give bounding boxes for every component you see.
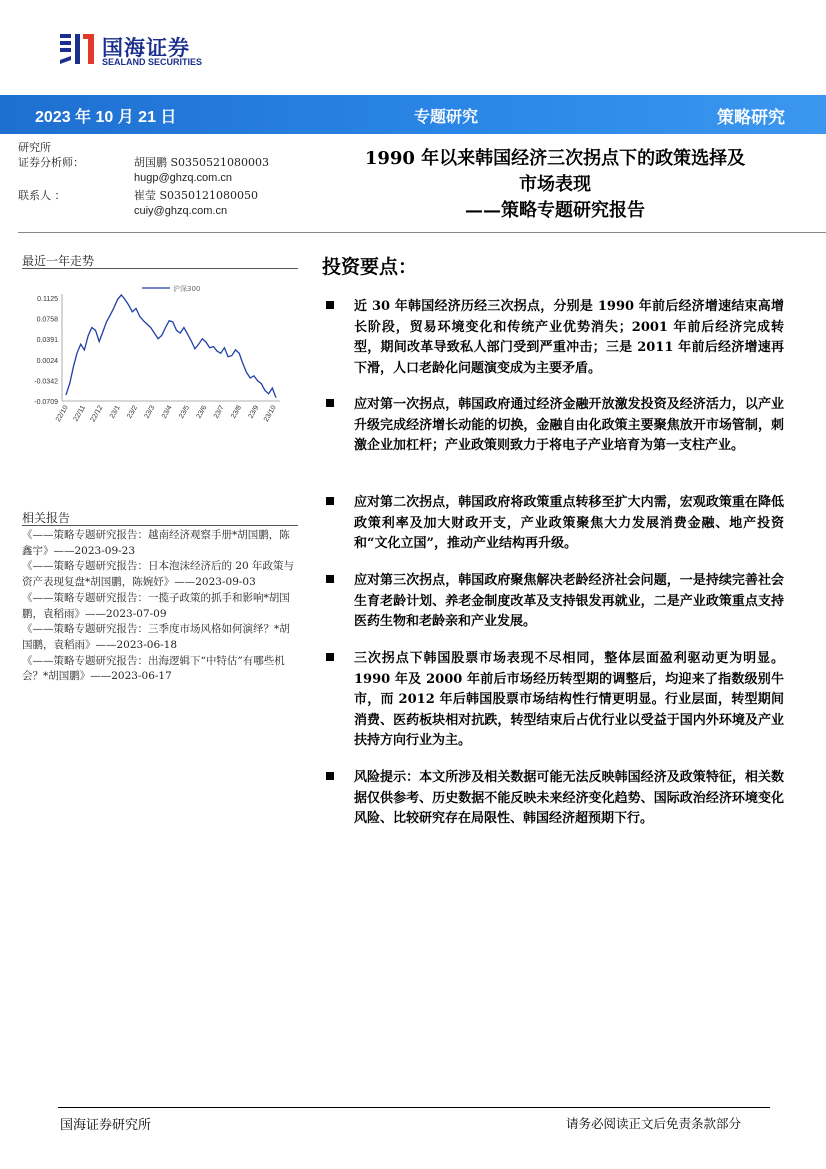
key-point-text: 应对第二次拐点，韩国政府将政策重点转移至扩大内需，宏观政策重在降低政策利率及加大财政开支，产业政策聚焦大力发展消费金融、地产投资和“文化立国”，推动产业结构再升级。: [354, 495, 784, 551]
trend-chart: [22, 280, 294, 440]
key-point-text: 应对第一次拐点，韩国政府通过经济金融开放激发投资及经济活力，以产业升级完成经济增长动能的切换，金融自由化政策主要聚焦放开市场管制，刺激企业加杠杆；产业政策则致力于将电子产业培育为第一支柱产业。: [354, 397, 784, 453]
report-title: [310, 146, 800, 224]
analyst-name: 胡国鹏 S0350521080003: [134, 156, 270, 169]
related-divider: [22, 525, 298, 526]
key-point-text: 三次拐点下韩国股票市场表现不尽相同，整体层面盈利驱动更为明显。1990 年及 2000 年前后市场经历转型期的调整后，均迎来了指数级别牛市，而 2012 年后韩国股票市场结构性行情更明显。行业层面，转型期间消费、医药板块相对抗跌，转型结束后占优行业以受益于国内外环境及产业扶持方向行业为主。: [354, 651, 784, 748]
key-point-text: 近 30 年韩国经济历经三次拐点，分别是 1990 年前后经济增速结束高增长阶段，贸易环境变化和传统产业优势消失；2001 年前后经济完成转型，期间改革导致私人部门受到严重冲击；三是 2011 年前后经济增速再下滑，人口老龄化问题演变成为主要矛盾。: [354, 299, 784, 376]
x-tick-label: 23/10: [262, 404, 278, 424]
header-banner: [0, 95, 826, 134]
x-tick-label: 23/7: [212, 404, 226, 420]
square-bullet-icon: [326, 399, 334, 407]
brand-name-cn: 国海证券: [102, 36, 190, 60]
y-tick-label: -0.0342: [34, 378, 58, 386]
footer-institute: 国海证券研究所: [60, 1118, 152, 1133]
x-tick-label: 22/12: [89, 404, 105, 424]
y-tick-label: 0.0758: [36, 316, 58, 324]
y-tick-label: 0.0024: [36, 357, 58, 365]
sealand-logo-icon: [58, 30, 96, 68]
related-item[interactable]: 《——策略专题研究报告：三季度市场风格如何演绎？*胡国鹏，袁稻雨》——2023-06-18: [22, 623, 290, 651]
report-category: 策略研究: [717, 108, 785, 128]
title-subtitle: ——策略专题研究报告: [465, 200, 645, 221]
x-tick-label: 23/4: [160, 404, 174, 420]
x-tick-label: 23/2: [126, 404, 140, 420]
report-type: 专题研究: [414, 107, 479, 126]
contact-email[interactable]: cuiy@ghzq.com.cn: [134, 205, 228, 217]
square-bullet-icon: [326, 653, 334, 661]
title-line-2: 市场表现: [519, 174, 591, 195]
title-line-1: 1990 年以来韩国经济三次拐点下的政策选择及: [364, 148, 746, 169]
y-tick-label: 0.0391: [36, 337, 58, 345]
contact-label: 联系人 ：: [18, 189, 66, 202]
related-item[interactable]: 《——策略专题研究报告：一揽子政策的抓手和影响*胡国鹏，袁稻雨》——2023-07-09: [22, 591, 290, 620]
key-point-text: 应对第三次拐点，韩国政府聚焦解决老龄经济社会问题，一是持续完善社会生育老龄计划、养老金制度改革及支持银发再就业，二是产业政策重点支持医药生物和老龄亲和产业发展。: [354, 573, 784, 629]
sealand-logo: [58, 30, 218, 70]
analyst-email[interactable]: hugp@ghzq.com.cn: [134, 172, 233, 184]
report-date: 2023 年 10 月 21 日: [35, 109, 177, 126]
header-divider: [18, 232, 826, 233]
square-bullet-icon: [326, 497, 334, 505]
key-point-text: 风险提示：本文所涉及相关数据可能无法反映韩国经济及政策特征，相关数据仅供参考、历史数据不能反映未来经济变化趋势、国际政治经济环境变化风险、比较研究存在局限性、韩国经济超预期下行。: [354, 770, 784, 826]
x-tick-label: 22/10: [54, 404, 70, 424]
series-line: [66, 295, 276, 398]
x-tick-label: 23/6: [195, 404, 209, 420]
related-list: [22, 528, 298, 685]
x-tick-label: 23/1: [108, 404, 122, 420]
related-item[interactable]: 《——策略专题研究报告：出海逻辑下“中特估”有哪些机会？*胡国鹏》——2023-06-17: [22, 654, 285, 683]
contact-name: 崔莹 S0350121080050: [134, 189, 259, 202]
x-tick-label: 22/11: [72, 404, 88, 423]
x-tick-label: 23/3: [143, 404, 157, 420]
square-bullet-icon: [326, 575, 334, 583]
legend-label: 沪深300: [173, 285, 201, 293]
institute-label: 研究所: [18, 141, 51, 154]
analyst-label: 证券分析师：: [18, 156, 84, 169]
footer-divider: [58, 1107, 770, 1108]
y-tick-label: 0.1125: [37, 296, 58, 303]
trend-heading: 最近一年走势: [22, 254, 95, 268]
x-tick-label: 23/8: [230, 404, 244, 420]
related-item[interactable]: 《——策略专题研究报告：日本泡沫经济后的 20 年政策与资产表现复盘*胡国鹏，陈婉妤》——2023-09-03: [22, 560, 295, 589]
x-tick-label: 23/9: [247, 404, 261, 420]
x-tick-label: 23/5: [178, 404, 192, 420]
square-bullet-icon: [326, 772, 334, 780]
footer-disclaimer: 请务必阅读正文后免责条款部分: [566, 1116, 742, 1131]
related-heading: 相关报告: [22, 511, 71, 525]
y-tick-label: -0.0709: [34, 399, 58, 406]
related-item[interactable]: 《——策略专题研究报告：越南经济观察手册*胡国鹏，陈鑫宇》——2023-09-23: [22, 529, 290, 557]
trend-divider: [22, 268, 298, 269]
key-points-heading: 投资要点：: [322, 256, 418, 278]
brand-name-en: SEALAND SECURITIES: [102, 57, 203, 67]
square-bullet-icon: [326, 301, 334, 309]
